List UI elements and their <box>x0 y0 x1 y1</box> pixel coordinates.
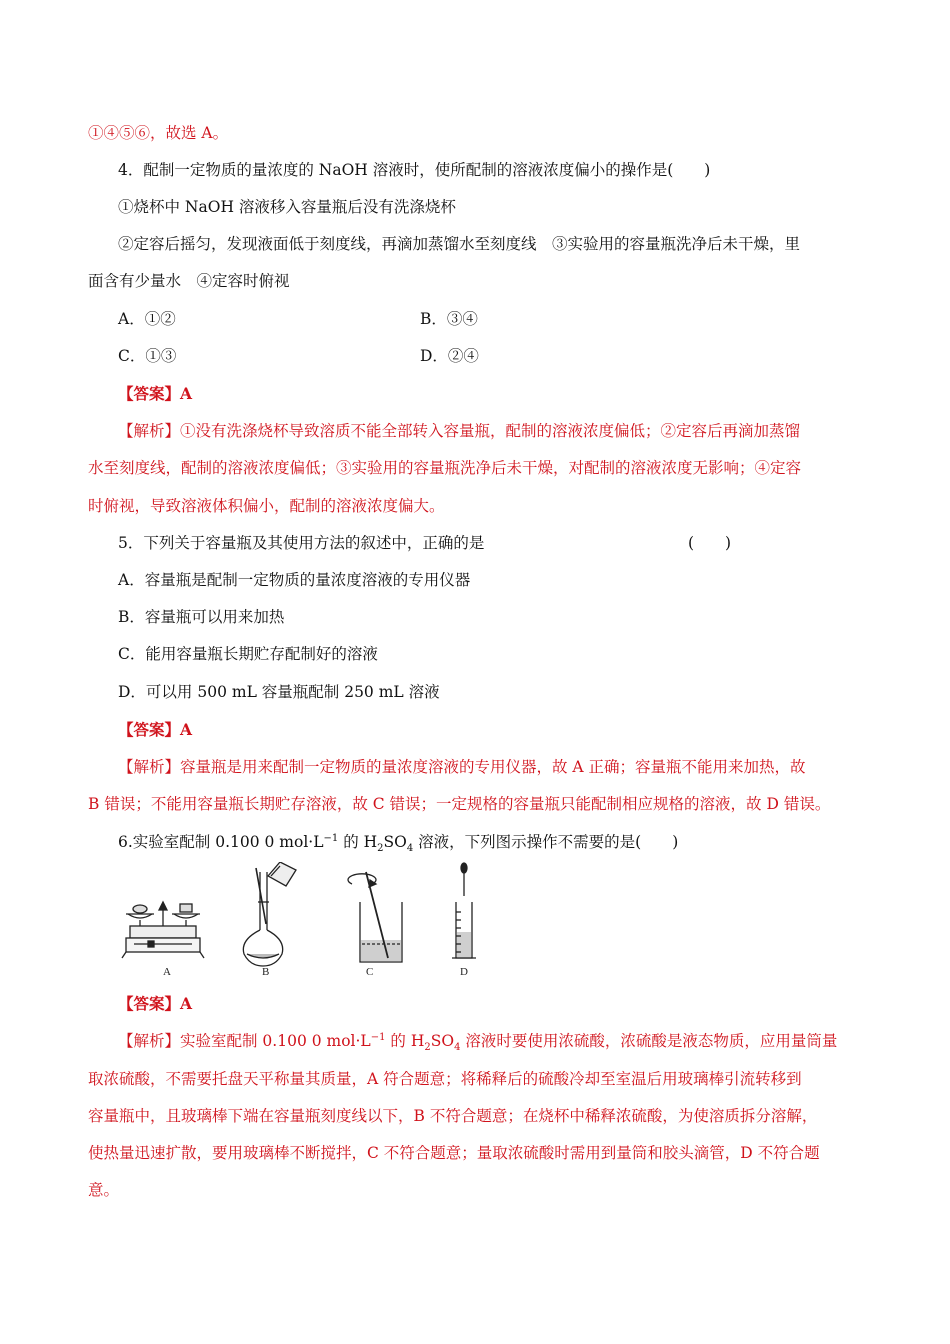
graduated-cylinder-illustration <box>452 863 476 958</box>
q5-explanation-2: B 错误；不能用容量瓶长期贮存溶液，故 C 错误；一定规格的容量瓶只能配制相应规格的溶液，故 D 错误。 <box>88 795 831 813</box>
q4-stem: 4．配制一定物质的量浓度的 NaOH 溶液时，使所配制的溶液浓度偏小的操作是( ) <box>118 161 711 179</box>
q6-stem-part: 的 H <box>338 833 378 851</box>
q4-explanation-1: 【解析】①没有洗涤烧杯导致溶质不能全部转入容量瓶，配制的溶液浓度偏低；②定容后再滴加蒸馏 <box>118 422 801 440</box>
q4-item-2-cont: 面含有少量水 ④定容时俯视 <box>88 272 290 290</box>
q6-exp-sub: 2 <box>424 1042 431 1054</box>
q6-stem-part: 6.实验室配制 0.100 0 mol·L <box>118 833 324 851</box>
q4-option-row-2 <box>118 346 479 366</box>
q5-option-a: A．容量瓶是配制一定物质的量浓度溶液的专用仪器 <box>118 571 471 589</box>
q4-item-1: ①烧杯中 NaOH 溶液移入容量瓶后没有洗涤烧杯 <box>118 198 456 216</box>
q6-exp-sub: 4 <box>454 1042 461 1054</box>
q6-exp-part: SO <box>430 1032 455 1050</box>
figure-label-d: D <box>460 966 468 978</box>
volumetric-flask-illustration <box>243 862 296 966</box>
q6-explanation-5: 意。 <box>88 1181 120 1199</box>
figure-label-c: C <box>366 966 374 978</box>
balance-illustration <box>122 902 204 958</box>
q4-explanation-2: 水至刻度线，配制的溶液浓度偏低；③实验用的容量瓶洗净后未干燥，对配制的溶液浓度无影响；④定容 <box>88 459 802 477</box>
q6-answer: 【答案】A <box>118 994 193 1013</box>
q6-explanation-1 <box>118 1031 838 1054</box>
q6-exp-sup: −1 <box>370 1031 386 1043</box>
q6-stem-sup: −1 <box>323 832 339 844</box>
beaker-stirring-illustration <box>348 872 402 962</box>
q4-option-a: A．①② <box>118 310 176 328</box>
q5-option-d: D．可以用 500 mL 容量瓶配制 250 mL 溶液 <box>118 683 440 701</box>
q6-exp-part: 【解析】实验室配制 0.100 0 mol·L <box>118 1032 371 1050</box>
q5-option-b: B．容量瓶可以用来加热 <box>118 608 285 626</box>
figure-label-a: A <box>163 966 171 978</box>
q6-explanation-4: 使热量迅速扩散，要用玻璃棒不断搅拌，C 不符合题意；量取浓硫酸时需用到量筒和胶头滴管，D 不符合题 <box>88 1144 820 1162</box>
q6-stem-part: 溶液，下列图示操作不需要的是( ) <box>413 833 679 851</box>
q6-stem <box>118 832 679 855</box>
q6-exp-part: 溶液时要使用浓硫酸，浓硫酸是液态物质，应用量筒量 <box>460 1032 838 1050</box>
q6-exp-part: 的 H <box>385 1032 425 1050</box>
apparatus-figure <box>120 862 500 984</box>
q4-option-row-1 <box>118 309 478 329</box>
q5-answer: 【答案】A <box>118 720 193 739</box>
q4-item-2: ②定容后摇匀，发现液面低于刻度线，再滴加蒸馏水至刻度线 ③实验用的容量瓶洗净后未干燥，里 <box>118 235 801 253</box>
q5-stem: 5．下列关于容量瓶及其使用方法的叙述中，正确的是 <box>118 534 485 552</box>
q6-stem-part: SO <box>383 833 407 851</box>
prev-answer-tail: ①④⑤⑥，故选 A。 <box>88 124 229 142</box>
figure-label-b: B <box>262 966 270 978</box>
q4-option-c: C．①③ <box>118 347 177 365</box>
q5-paren: ( ) <box>688 534 732 552</box>
q6-explanation-2: 取浓硫酸，不需要托盘天平称量其质量，A 符合题意；将稀释后的硫酸冷却至室温后用玻璃棒引流转移到 <box>88 1070 802 1088</box>
q4-option-b: B．③④ <box>420 310 478 328</box>
q6-stem-sub: 4 <box>406 843 414 855</box>
q5-option-c: C．能用容量瓶长期贮存配制好的溶液 <box>118 645 378 663</box>
q6-stem-sub: 2 <box>377 843 384 855</box>
q4-option-d: D．②④ <box>420 347 479 365</box>
q6-explanation-3: 容量瓶中，且玻璃棒下端在容量瓶刻度线以下，B 不符合题意；在烧杯中稀释浓硫酸，为使溶质拆分溶解， <box>88 1107 818 1125</box>
q4-explanation-3: 时俯视，导致溶液体积偏小，配制的溶液浓度偏大。 <box>88 497 445 515</box>
q4-answer: 【答案】A <box>118 384 193 403</box>
q5-explanation-1: 【解析】容量瓶是用来配制一定物质的量浓度溶液的专用仪器，故 A 正确；容量瓶不能用来加热，故 <box>118 758 806 776</box>
q5-stem-row <box>118 533 732 553</box>
